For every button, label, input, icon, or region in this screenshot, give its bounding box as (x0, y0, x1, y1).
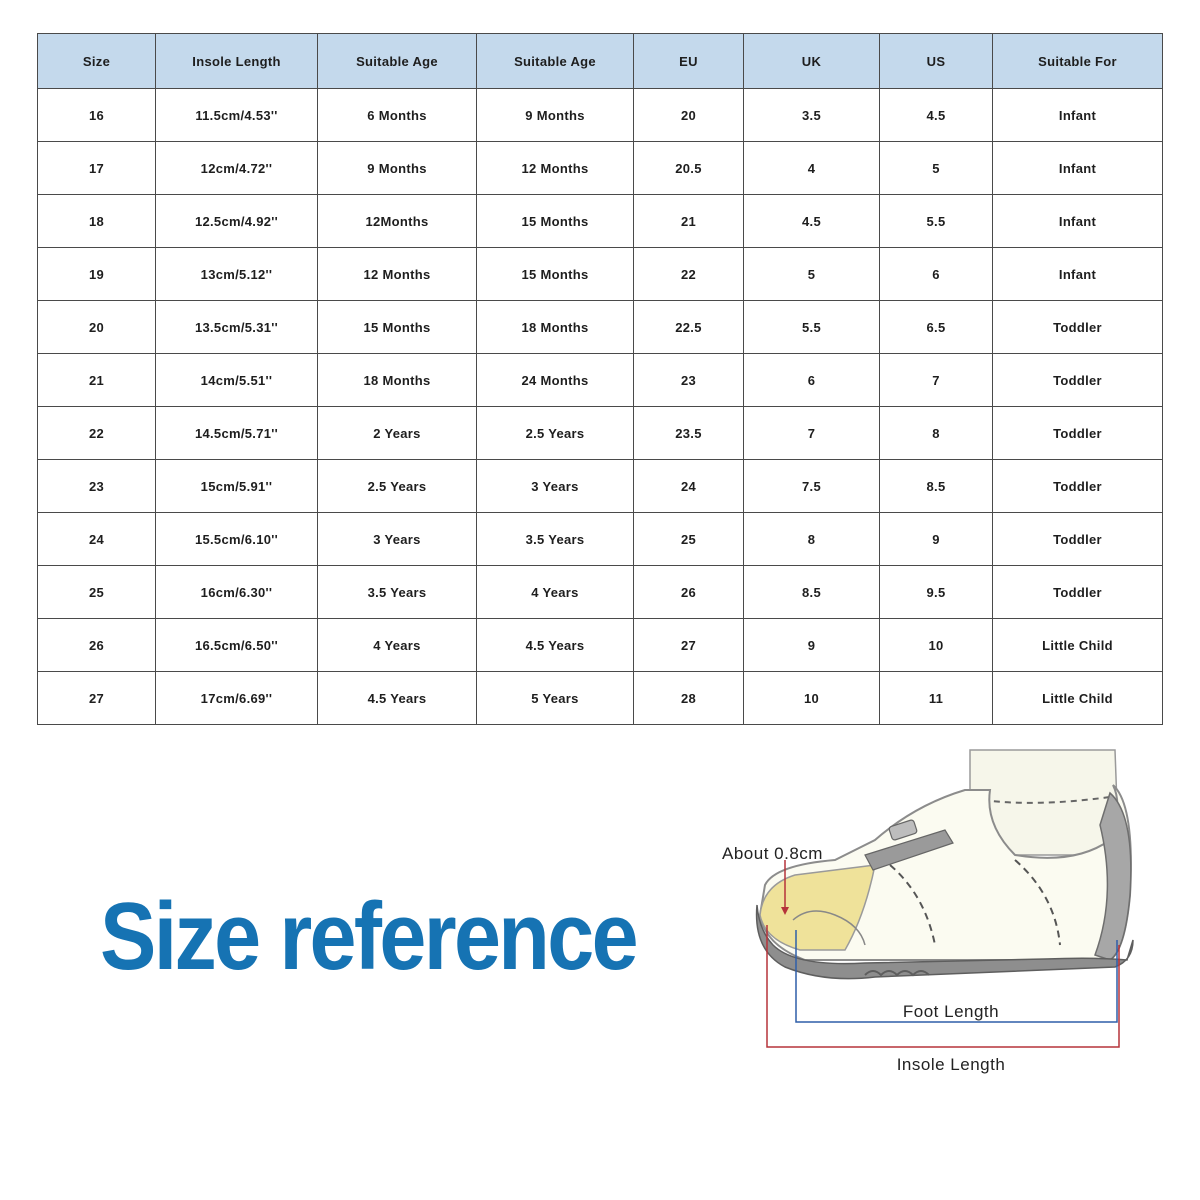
table-row (38, 566, 1163, 619)
table-cell: 14cm/5.51'' (156, 354, 318, 407)
table-row (38, 142, 1163, 195)
table-cell: 6 (744, 354, 880, 407)
table-cell: 16.5cm/6.50'' (156, 619, 318, 672)
table-cell: Little Child (993, 672, 1163, 725)
table-cell: 14.5cm/5.71'' (156, 407, 318, 460)
table-cell: Little Child (993, 619, 1163, 672)
table-cell: 5 Years (477, 672, 634, 725)
table-cell: 9 (744, 619, 880, 672)
column-header: Suitable For (993, 34, 1163, 89)
table-cell: 4.5 Years (318, 672, 477, 725)
table-cell: 18 Months (318, 354, 477, 407)
table-cell: 22 (634, 248, 744, 301)
table-cell: 24 (38, 513, 156, 566)
table-row (38, 89, 1163, 142)
table-cell: 6 (880, 248, 993, 301)
size-chart-body (38, 89, 1163, 725)
table-cell: 26 (38, 619, 156, 672)
table-cell: 8 (744, 513, 880, 566)
size-chart-table (37, 33, 1163, 725)
table-cell: 24 (634, 460, 744, 513)
table-cell: 22 (38, 407, 156, 460)
table-cell: 12cm/4.72'' (156, 142, 318, 195)
table-cell: 25 (38, 566, 156, 619)
table-cell: 23 (634, 354, 744, 407)
table-cell: 4 Years (318, 619, 477, 672)
table-cell: 12 Months (318, 248, 477, 301)
table-cell: Infant (993, 248, 1163, 301)
table-cell: 23.5 (634, 407, 744, 460)
table-cell: 2 Years (318, 407, 477, 460)
table-cell: 15cm/5.91'' (156, 460, 318, 513)
table-cell: 13.5cm/5.31'' (156, 301, 318, 354)
gap-label: About 0.8cm (722, 844, 823, 863)
table-cell: Infant (993, 142, 1163, 195)
table-cell: Infant (993, 89, 1163, 142)
column-header: Suitable Age (318, 34, 477, 89)
table-cell: 15 Months (477, 248, 634, 301)
table-cell: 3.5 (744, 89, 880, 142)
table-cell: 12Months (318, 195, 477, 248)
table-cell: 7 (880, 354, 993, 407)
table-cell: 13cm/5.12'' (156, 248, 318, 301)
header-row (38, 34, 1163, 89)
column-header: Size (38, 34, 156, 89)
table-row (38, 301, 1163, 354)
table-cell: Toddler (993, 460, 1163, 513)
table-cell: 3.5 Years (318, 566, 477, 619)
table-cell: 24 Months (477, 354, 634, 407)
table-cell: 23 (38, 460, 156, 513)
table-cell: 21 (634, 195, 744, 248)
table-cell: 4 (744, 142, 880, 195)
table-cell: 26 (634, 566, 744, 619)
table-cell: 6.5 (880, 301, 993, 354)
table-cell: 2.5 Years (318, 460, 477, 513)
table-cell: 4.5 (744, 195, 880, 248)
table-cell: Toddler (993, 566, 1163, 619)
table-cell: Toddler (993, 301, 1163, 354)
table-cell: 8 (880, 407, 993, 460)
table-row (38, 460, 1163, 513)
table-cell: 17 (38, 142, 156, 195)
table-cell: 8.5 (744, 566, 880, 619)
table-cell: 20 (634, 89, 744, 142)
table-cell: 4.5 (880, 89, 993, 142)
size-reference-title: Size reference (100, 883, 636, 990)
column-header: UK (744, 34, 880, 89)
table-cell: 12.5cm/4.92'' (156, 195, 318, 248)
table-row (38, 619, 1163, 672)
table-cell: 18 Months (477, 301, 634, 354)
table-cell: 3.5 Years (477, 513, 634, 566)
table-cell: 7.5 (744, 460, 880, 513)
table-row (38, 513, 1163, 566)
table-cell: 11 (880, 672, 993, 725)
table-row (38, 354, 1163, 407)
table-cell: 5.5 (744, 301, 880, 354)
shoe-measurement-diagram (715, 745, 1155, 1085)
table-cell: 25 (634, 513, 744, 566)
table-cell: 4.5 Years (477, 619, 634, 672)
table-cell: 4 Years (477, 566, 634, 619)
table-cell: Toddler (993, 513, 1163, 566)
table-row (38, 248, 1163, 301)
table-cell: 15 Months (318, 301, 477, 354)
table-row (38, 672, 1163, 725)
table-cell: 5 (880, 142, 993, 195)
table-cell: 28 (634, 672, 744, 725)
table-cell: 9 Months (477, 89, 634, 142)
table-cell: 16cm/6.30'' (156, 566, 318, 619)
table-cell: 11.5cm/4.53'' (156, 89, 318, 142)
table-cell: 9 Months (318, 142, 477, 195)
table-cell: Toddler (993, 407, 1163, 460)
table-cell: 10 (744, 672, 880, 725)
table-cell: 3 Years (477, 460, 634, 513)
table-cell: 19 (38, 248, 156, 301)
foot-length-label: Foot Length (902, 1002, 1000, 1021)
table-cell: 20 (38, 301, 156, 354)
table-cell: 6 Months (318, 89, 477, 142)
table-cell: 5.5 (880, 195, 993, 248)
table-cell: 7 (744, 407, 880, 460)
table-cell: 10 (880, 619, 993, 672)
table-cell: 27 (38, 672, 156, 725)
insole-length-label: Insole Length (896, 1055, 1006, 1074)
table-cell: 3 Years (318, 513, 477, 566)
table-cell: 12 Months (477, 142, 634, 195)
table-cell: 20.5 (634, 142, 744, 195)
table-cell: 16 (38, 89, 156, 142)
size-chart-header (38, 34, 1163, 89)
table-cell: 2.5 Years (477, 407, 634, 460)
column-header: US (880, 34, 993, 89)
table-cell: 18 (38, 195, 156, 248)
table-cell: 17cm/6.69'' (156, 672, 318, 725)
table-cell: 9.5 (880, 566, 993, 619)
table-row (38, 407, 1163, 460)
column-header: EU (634, 34, 744, 89)
table-cell: Infant (993, 195, 1163, 248)
table-cell: 22.5 (634, 301, 744, 354)
table-cell: 8.5 (880, 460, 993, 513)
table-cell: 21 (38, 354, 156, 407)
table-cell: 9 (880, 513, 993, 566)
column-header: Insole Length (156, 34, 318, 89)
table-cell: Toddler (993, 354, 1163, 407)
column-header: Suitable Age (477, 34, 634, 89)
table-cell: 15.5cm/6.10'' (156, 513, 318, 566)
table-cell: 27 (634, 619, 744, 672)
table-cell: 15 Months (477, 195, 634, 248)
table-cell: 5 (744, 248, 880, 301)
table-row (38, 195, 1163, 248)
